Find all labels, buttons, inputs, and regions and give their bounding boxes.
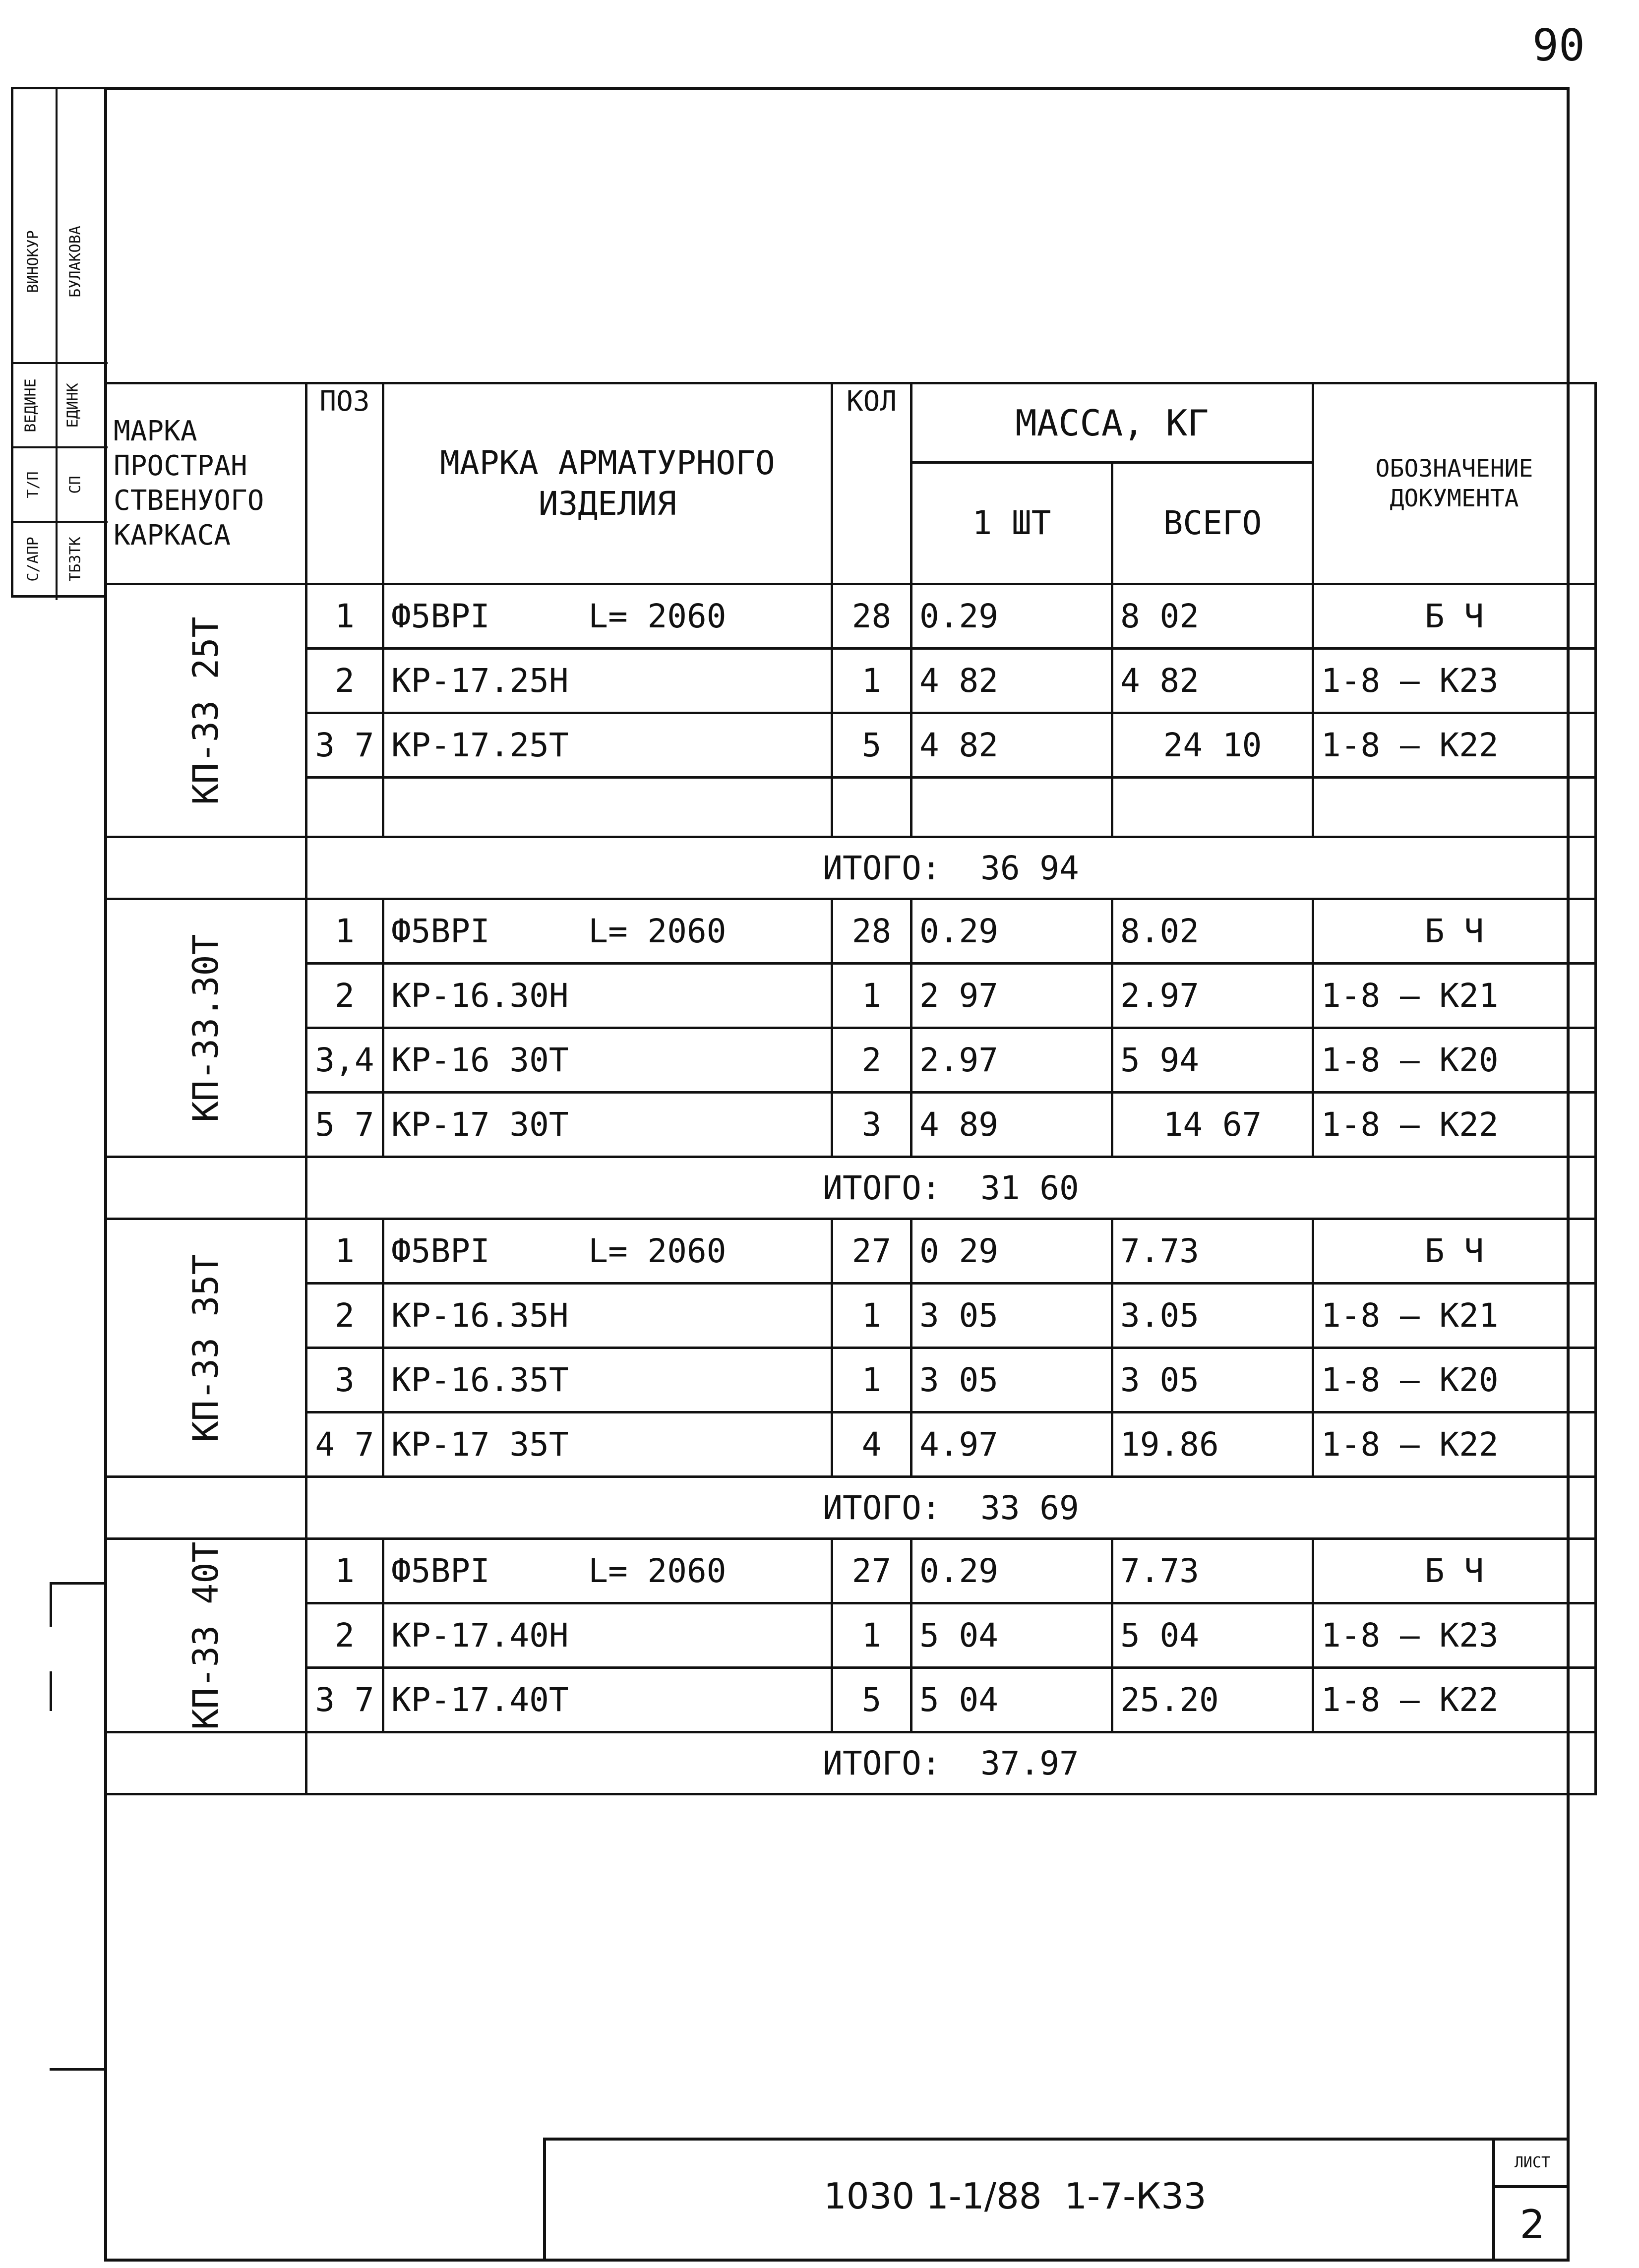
carcass-mark: КП-33 35Т	[106, 1219, 306, 1477]
mass-one-cell: 3 05	[911, 1284, 1112, 1348]
carcass-mark: КП-33.30Т	[106, 899, 306, 1157]
header-carcass: МАРКА ПРОСТРАН СТВЕНУОГО КАРКАСА	[106, 383, 306, 584]
mass-total-cell: 3.05	[1112, 1284, 1313, 1348]
document-cell: 1-8 — К20	[1313, 1348, 1596, 1412]
header-qty: КОЛ	[832, 383, 911, 584]
item-cell: КР-17.25Н	[383, 649, 832, 713]
mass-one-cell	[911, 778, 1112, 837]
qty-cell: 1	[832, 649, 911, 713]
qty-cell: 1	[832, 1603, 911, 1668]
role-sp: СП	[66, 476, 84, 494]
pos-cell: 3	[306, 1348, 383, 1412]
mass-one-cell: 0 29	[911, 1219, 1112, 1284]
signer-name-1: ВИНОКУР	[24, 230, 42, 293]
qty-cell: 28	[832, 584, 911, 649]
pos-cell	[306, 778, 383, 837]
qty-cell: 5	[832, 1668, 911, 1732]
sheet-number: 2	[1519, 2202, 1545, 2248]
qty-cell: 1	[832, 1348, 911, 1412]
carcass-mark: КП-33 25Т	[106, 584, 306, 837]
mass-one-cell: 0.29	[911, 1539, 1112, 1603]
mass-total-cell: 5 04	[1112, 1603, 1313, 1668]
mass-one-cell: 0.29	[911, 899, 1112, 964]
document-cell: 1-8 — К21	[1313, 1284, 1596, 1348]
pos-cell: 5 7	[306, 1093, 383, 1157]
mass-total-cell: 24 10	[1112, 713, 1313, 778]
mass-total-cell: 14 67	[1112, 1093, 1313, 1157]
item-cell: КР-16 30Т	[383, 1028, 832, 1093]
qty-cell: 1	[832, 1284, 911, 1348]
pos-cell: 3 7	[306, 1668, 383, 1732]
group-total: ИТОГО: 36 94	[306, 837, 1596, 899]
document-cell: 1-8 — К23	[1313, 649, 1596, 713]
pos-cell: 3,4	[306, 1028, 383, 1093]
header-mass: МАССА, КГ	[911, 383, 1313, 463]
qty-cell: 27	[832, 1539, 911, 1603]
mass-one-cell: 0.29	[911, 584, 1112, 649]
title-block	[543, 2138, 1570, 2262]
document-code: 1030 1-1/88 1-7-К33	[824, 2175, 1207, 2217]
item-cell: КР-17.40Т	[383, 1668, 832, 1732]
signer-name-2: БУЛАКОВА	[66, 226, 84, 298]
document-cell: Б Ч	[1313, 1219, 1596, 1284]
mass-one-cell: 2 97	[911, 964, 1112, 1028]
mass-total-cell: 7.73	[1112, 1219, 1313, 1284]
document-cell: 1-8 — К22	[1313, 1093, 1596, 1157]
group-total: ИТОГО: 37.97	[306, 1732, 1596, 1794]
pos-cell: 1	[306, 584, 383, 649]
pos-cell: 3 7	[306, 713, 383, 778]
signer-label-1: ВЕДИНЕ	[22, 378, 40, 432]
item-cell: Ф5ВРI L= 2060	[383, 584, 832, 649]
group-total: ИТОГО: 31 60	[306, 1157, 1596, 1219]
header-mass-total: ВСЕГО	[1112, 463, 1313, 584]
role-tp: Т/П	[24, 471, 42, 498]
mass-one-cell: 5 04	[911, 1668, 1112, 1732]
signer-label-2: ЕДИНК	[64, 383, 82, 428]
item-cell: КР-17 30Т	[383, 1093, 832, 1157]
group-total: ИТОГО: 33 69	[306, 1477, 1596, 1539]
carcass-mark: КП-33 40Т	[106, 1539, 306, 1732]
mass-total-cell: 2.97	[1112, 964, 1313, 1028]
pos-cell: 4 7	[306, 1412, 383, 1477]
qty-cell: 2	[832, 1028, 911, 1093]
item-cell: КР-16.35Т	[383, 1348, 832, 1412]
header-mass-one: 1 ШТ	[911, 463, 1112, 584]
mass-total-cell: 19.86	[1112, 1412, 1313, 1477]
document-cell: Б Ч	[1313, 899, 1596, 964]
mass-total-cell: 3 05	[1112, 1348, 1313, 1412]
sheet-label: ЛИСТ	[1495, 2141, 1570, 2188]
mass-total-cell: 8 02	[1112, 584, 1313, 649]
header-pos: ПОЗ	[306, 383, 383, 584]
mass-one-cell: 2.97	[911, 1028, 1112, 1093]
pos-cell: 1	[306, 899, 383, 964]
document-cell: 1-8 — К22	[1313, 713, 1596, 778]
mass-one-cell: 4.97	[911, 1412, 1112, 1477]
item-cell: КР-16.35Н	[383, 1284, 832, 1348]
mass-total-cell: 4 82	[1112, 649, 1313, 713]
page-number: 90	[1532, 20, 1585, 71]
item-cell	[383, 778, 832, 837]
document-cell: Б Ч	[1313, 1539, 1596, 1603]
specification-table	[104, 382, 1597, 1795]
document-cell: 1-8 — К21	[1313, 964, 1596, 1028]
mass-total-cell: 7.73	[1112, 1539, 1313, 1603]
pos-cell: 2	[306, 1284, 383, 1348]
item-cell: КР-17 35Т	[383, 1412, 832, 1477]
item-cell: КР-16.30Н	[383, 964, 832, 1028]
pos-cell: 2	[306, 1603, 383, 1668]
document-cell: 1-8 — К22	[1313, 1668, 1596, 1732]
qty-cell: 5	[832, 713, 911, 778]
mass-total-cell: 25.20	[1112, 1668, 1313, 1732]
approval-strip	[11, 87, 105, 598]
qty-cell: 28	[832, 899, 911, 964]
role-tbztk: ТБЗТК	[66, 537, 84, 582]
header-item: МАРКА АРМАТУРНОГО ИЗДЕЛИЯ	[383, 383, 832, 584]
mass-one-cell: 4 82	[911, 713, 1112, 778]
item-cell: КР-17.40Н	[383, 1603, 832, 1668]
qty-cell: 4	[832, 1412, 911, 1477]
document-cell	[1313, 778, 1596, 837]
qty-cell: 27	[832, 1219, 911, 1284]
mass-one-cell: 4 89	[911, 1093, 1112, 1157]
pos-cell: 1	[306, 1219, 383, 1284]
document-cell: 1-8 — К20	[1313, 1028, 1596, 1093]
mass-total-cell: 5 94	[1112, 1028, 1313, 1093]
role-sapr: С/АПР	[24, 537, 42, 582]
pos-cell: 1	[306, 1539, 383, 1603]
item-cell: Ф5ВРI L= 2060	[383, 899, 832, 964]
item-cell: Ф5ВРI L= 2060	[383, 1219, 832, 1284]
header-document: ОБОЗНАЧЕНИЕ ДОКУМЕНТА	[1313, 383, 1596, 584]
qty-cell	[832, 778, 911, 837]
mass-total-cell: 8.02	[1112, 899, 1313, 964]
qty-cell: 1	[832, 964, 911, 1028]
document-cell: 1-8 — К22	[1313, 1412, 1596, 1477]
document-cell: Б Ч	[1313, 584, 1596, 649]
sheet-box	[1492, 2141, 1570, 2262]
pos-cell: 2	[306, 649, 383, 713]
mass-one-cell: 4 82	[911, 649, 1112, 713]
qty-cell: 3	[832, 1093, 911, 1157]
mass-one-cell: 3 05	[911, 1348, 1112, 1412]
mass-one-cell: 5 04	[911, 1603, 1112, 1668]
pos-cell: 2	[306, 964, 383, 1028]
document-cell: 1-8 — К23	[1313, 1603, 1596, 1668]
item-cell: КР-17.25Т	[383, 713, 832, 778]
item-cell: Ф5ВРI L= 2060	[383, 1539, 832, 1603]
mass-total-cell	[1112, 778, 1313, 837]
